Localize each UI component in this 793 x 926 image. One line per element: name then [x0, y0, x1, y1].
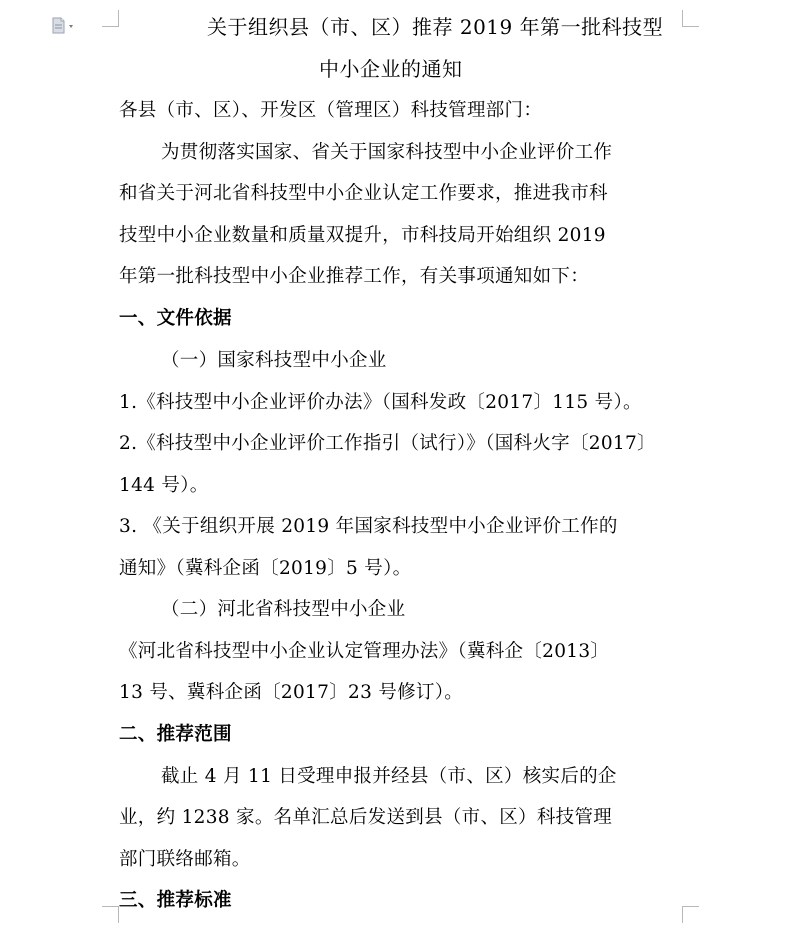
crop-mark-bottom-left — [102, 906, 119, 923]
reference-item: 144 号）。 — [119, 475, 209, 496]
reference-item: 1.《科技型中小企业评价办法》（国科发政〔2017〕115 号）。 — [119, 392, 642, 413]
intro-line: 年第一批科技型中小企业推荐工作，有关事项通知如下： — [119, 266, 590, 287]
section2-line: 业，约 1238 家。名单汇总后发送到县（市、区）科技管理 — [119, 807, 613, 828]
crop-mark-bottom-right — [682, 906, 699, 923]
reference-item: 《河北省科技型中小企业认定管理办法》（冀科企〔2013〕 — [119, 641, 610, 662]
reference-item: 13 号、冀科企函〔2017〕23 号修订）。 — [119, 682, 464, 703]
document-icon — [51, 17, 77, 35]
section2-heading: 二、推荐范围 — [119, 724, 232, 745]
sub2-heading: （二）河北省科技型中小企业 — [161, 599, 406, 620]
section2-line: 部门联络邮箱。 — [119, 849, 251, 870]
section2-line: 截止 4 月 11 日受理申报并经县（市、区）核实后的企 — [161, 766, 617, 787]
chevron-down-icon — [69, 25, 73, 28]
reference-item: 2.《科技型中小企业评价工作指引（试行）》（国科火字〔2017〕 — [119, 433, 656, 454]
sub1-heading: （一）国家科技型中小企业 — [161, 350, 387, 371]
section1-heading: 一、文件依据 — [119, 308, 232, 329]
salutation: 各县（市、区）、开发区（管理区）科技管理部门： — [119, 100, 543, 121]
reference-item: 3. 《关于组织开展 2019 年国家科技型中小企业评价工作的 — [119, 516, 618, 537]
document-menu-icon[interactable] — [51, 17, 77, 35]
document-title-line2: 中小企业的通知 — [319, 57, 463, 81]
crop-mark-top-right — [682, 10, 699, 27]
document-title-line1: 关于组织县（市、区）推荐 2019 年第一批科技型 — [207, 15, 664, 39]
intro-line: 和省关于河北省科技型中小企业认定工作要求，推进我市科 — [119, 183, 608, 204]
section3-heading: 三、推荐标准 — [119, 890, 232, 911]
crop-mark-top-left — [102, 10, 119, 27]
reference-item: 通知》（冀科企函〔2019〕5 号）。 — [119, 558, 412, 579]
intro-line: 技型中小企业数量和质量双提升，市科技局开始组织 2019 — [119, 225, 606, 246]
intro-line: 为贯彻落实国家、省关于国家科技型中小企业评价工作 — [161, 142, 613, 163]
